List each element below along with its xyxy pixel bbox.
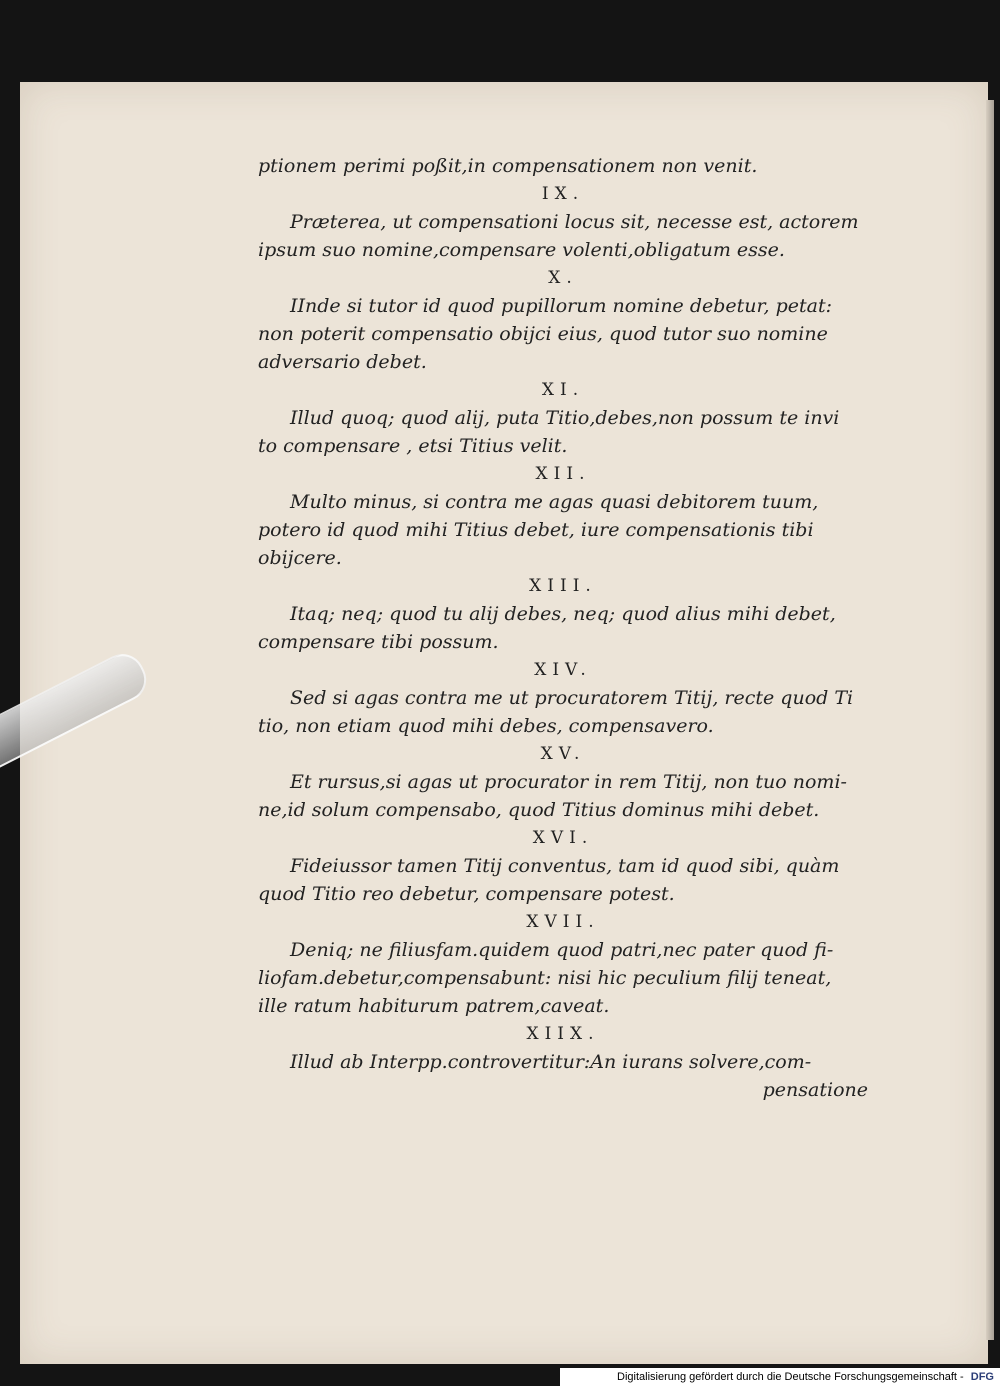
- section-heading: XIII.: [529, 576, 597, 596]
- text-line: Sed si agas contra me ut procuratorem Titij, recte quod Ti: [290, 687, 854, 709]
- text-line: liofam.debetur,compensabunt: nisi hic peculium filij teneat,: [258, 967, 832, 989]
- page-text: [258, 152, 868, 1104]
- text-line: ptionem perimi poßit,in compensationem non venit.: [258, 155, 758, 177]
- section-heading: XIIX.: [526, 1024, 600, 1044]
- text-line: to compensare , etsi Titius velit.: [258, 435, 568, 457]
- text-line: Fideiussor tamen Titij conventus, tam id quod sibi, quàm: [290, 855, 840, 877]
- text-line: Itaq; neq; quod tu alij debes, neq; quod alius mihi debet,: [290, 603, 836, 625]
- text-line: Illud quoq; quod alij, puta Titio,debes,non possum te invi: [290, 407, 840, 429]
- text-line: ne,id solum compensabo, quod Titius dominus mihi debet.: [258, 799, 820, 821]
- text-line: quod Titio reo debetur, compensare potest.: [258, 883, 675, 905]
- text-line: obijcere.: [258, 547, 342, 569]
- text-line: Multo minus, si contra me agas quasi debitorem tuum,: [290, 491, 819, 513]
- digitization-credit: [560, 1368, 1000, 1386]
- section-heading: X.: [548, 268, 578, 288]
- text-line: ipsum suo nomine,compensare volenti,obligatum esse.: [258, 239, 785, 261]
- dfg-logo-icon: DFG: [970, 1371, 994, 1383]
- section-heading: XV.: [540, 744, 586, 764]
- section-heading: IX.: [541, 184, 585, 204]
- text-line: adversario debet.: [258, 351, 427, 373]
- text-line: Deniq; ne filiusfam.quidem quod patri,nec pater quod fi-: [290, 939, 834, 961]
- text-line: Et rursus,si agas ut procurator in rem Titij, non tuo nomi-: [290, 771, 847, 793]
- text-line: Præterea, ut compensationi locus sit, necesse est, actorem: [290, 211, 859, 233]
- text-line: non poterit compensatio obijci eius, quod tutor suo nomine: [258, 323, 828, 345]
- page-edge: [986, 100, 994, 1340]
- catchword: pensatione: [762, 1079, 868, 1101]
- text-line: potero id quod mihi Titius debet, iure compensationis tibi: [258, 519, 814, 541]
- text-line: Illud ab Interpp.controvertitur:An iurans solvere,com-: [290, 1051, 812, 1073]
- section-heading: XIV.: [534, 660, 592, 680]
- section-heading: XI.: [541, 380, 585, 400]
- section-heading: XII.: [535, 464, 591, 484]
- credit-text: Digitalisierung gefördert durch die Deutsche Forschungsgemeinschaft -: [617, 1371, 964, 1383]
- section-heading: XVII.: [526, 912, 600, 932]
- text-line: tio, non etiam quod mihi debes, compensavero.: [258, 715, 714, 737]
- section-heading: XVI.: [532, 828, 594, 848]
- text-line: IInde si tutor id quod pupillorum nomine debetur, petat:: [290, 295, 833, 317]
- text-line: compensare tibi possum.: [258, 631, 499, 653]
- text-line: ille ratum habiturum patrem,caveat.: [258, 995, 610, 1017]
